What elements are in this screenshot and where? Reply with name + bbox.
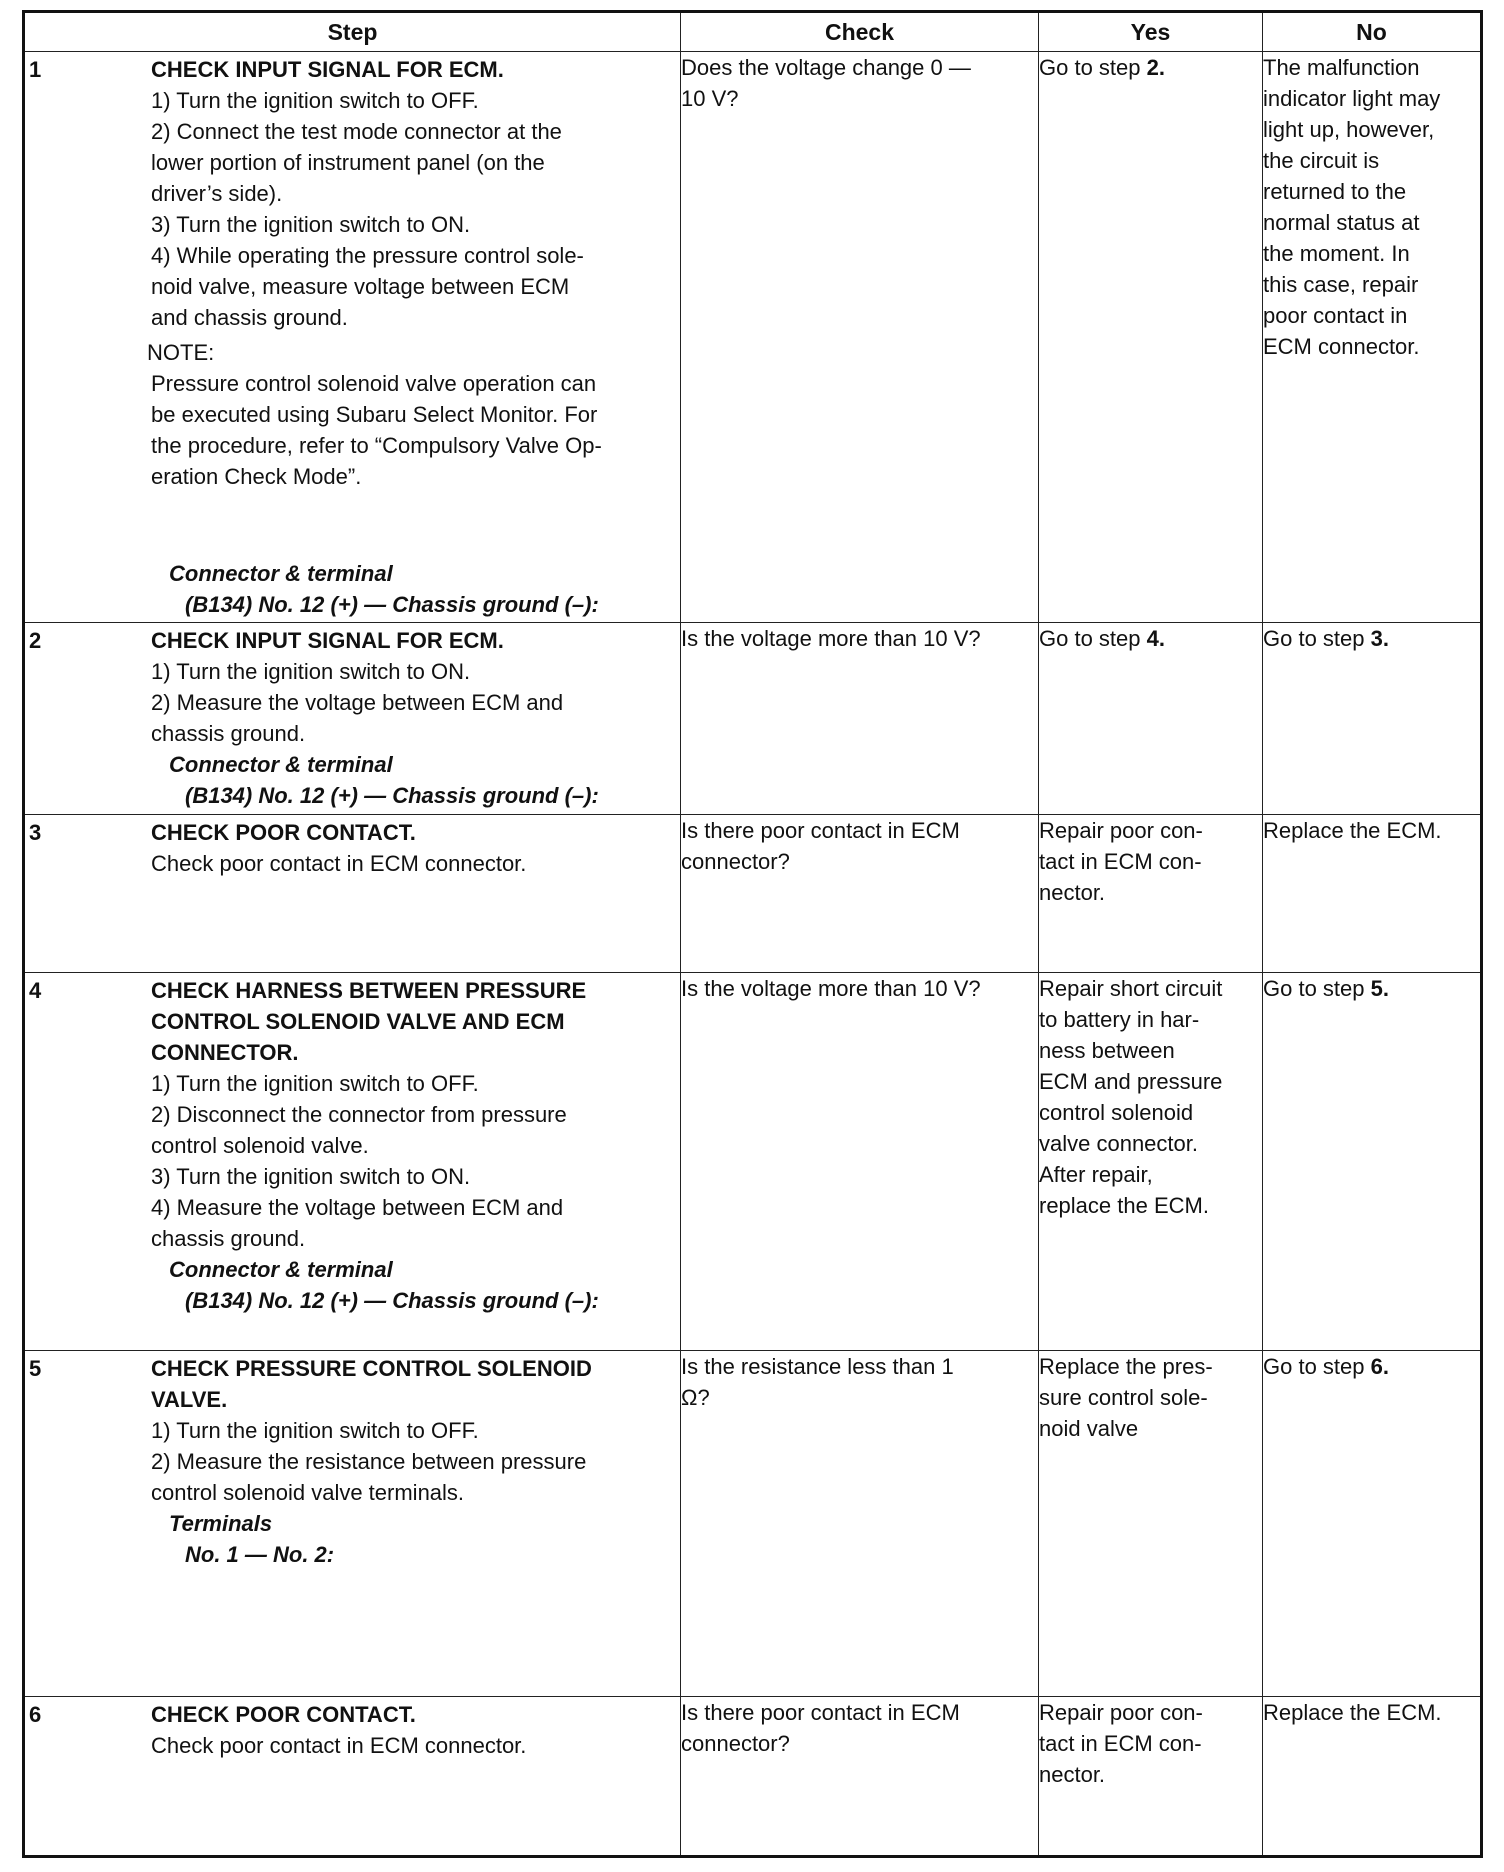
step-instruction: 3) Turn the ignition switch to ON.	[151, 1164, 471, 1189]
yes-cell	[1039, 52, 1263, 623]
step-title: CHECK PRESSURE CONTROL SOLENOID	[151, 1356, 592, 1381]
yes-text: Replace the pres-	[1039, 1354, 1213, 1379]
no-cell	[1263, 52, 1482, 623]
step-cell	[24, 623, 681, 815]
yes-text: nector.	[1039, 1762, 1106, 1787]
step-number: 3	[29, 820, 42, 845]
yes-text: tact in ECM con-	[1039, 1731, 1202, 1756]
yes-text: control solenoid	[1039, 1100, 1194, 1125]
connector-terminal: (B134) No. 12 (+) — Chassis ground (–):	[185, 592, 599, 617]
no-step-ref: 3.	[1370, 626, 1389, 651]
connector-terminal: (B134) No. 12 (+) — Chassis ground (–):	[185, 1288, 599, 1313]
step-instruction: 1) Turn the ignition switch to ON.	[151, 659, 471, 684]
yes-step-ref: 2.	[1146, 55, 1165, 80]
step-number: 2	[29, 628, 42, 653]
check-text: Ω?	[681, 1385, 710, 1410]
yes-text: Repair poor con-	[1039, 1700, 1203, 1725]
yes-text: tact in ECM con-	[1039, 849, 1202, 874]
yes-cell	[1039, 1351, 1263, 1697]
step-title: CHECK INPUT SIGNAL FOR ECM.	[151, 628, 504, 653]
step-cell	[24, 1351, 681, 1697]
no-text: returned to the	[1263, 179, 1407, 204]
note-text: the procedure, refer to “Compulsory Valve Op-	[151, 433, 602, 458]
yes-text: sure control sole-	[1039, 1385, 1208, 1410]
note-text: eration Check Mode”.	[151, 464, 362, 489]
connector-heading: Connector & terminal	[169, 1257, 393, 1282]
step-cell	[24, 1697, 681, 1857]
no-text: ECM connector.	[1263, 334, 1420, 359]
yes-text: noid valve	[1039, 1416, 1139, 1441]
no-text: Replace the ECM.	[1263, 1700, 1442, 1725]
step-title: CONNECTOR.	[151, 1040, 299, 1065]
yes-text: Go to step	[1039, 626, 1147, 651]
diagnostic-procedure-document	[22, 10, 1480, 1858]
terminals-value: No. 1 — No. 2:	[185, 1542, 335, 1567]
step-instruction: 2) Measure the voltage between ECM and	[151, 690, 564, 715]
step-instruction: 2) Measure the resistance between pressure	[151, 1449, 587, 1474]
check-cell	[681, 815, 1039, 973]
step-title: CHECK HARNESS BETWEEN PRESSURE	[151, 978, 587, 1003]
yes-cell	[1039, 815, 1263, 973]
note-text: Pressure control solenoid valve operation can	[151, 371, 597, 396]
step-cell	[24, 815, 681, 973]
table-row	[24, 1351, 1482, 1697]
step-instruction: 2) Disconnect the connector from pressure	[151, 1102, 567, 1127]
yes-text: to battery in har-	[1039, 1007, 1200, 1032]
no-cell	[1263, 623, 1482, 815]
no-text: Go to step	[1263, 976, 1371, 1001]
no-text: the circuit is	[1263, 148, 1380, 173]
step-instruction: and chassis ground.	[151, 305, 348, 330]
table-row	[24, 815, 1482, 973]
step-instruction: control solenoid valve.	[151, 1133, 369, 1158]
header-check: Check	[681, 12, 1039, 52]
step-number: 6	[29, 1702, 42, 1727]
no-text: poor contact in	[1263, 303, 1408, 328]
yes-cell	[1039, 1697, 1263, 1857]
check-text: Is the resistance less than 1	[681, 1354, 954, 1379]
step-instruction: lower portion of instrument panel (on the	[151, 150, 545, 175]
table-row	[24, 623, 1482, 815]
yes-text: replace the ECM.	[1039, 1193, 1209, 1218]
table-row	[24, 973, 1482, 1351]
note-label: NOTE:	[147, 340, 215, 365]
yes-text: Go to step	[1039, 55, 1147, 80]
step-instruction: 4) While operating the pressure control sole-	[151, 243, 584, 268]
yes-cell	[1039, 973, 1263, 1351]
no-cell	[1263, 815, 1482, 973]
step-instruction: noid valve, measure voltage between ECM	[151, 274, 570, 299]
connector-heading: Connector & terminal	[169, 752, 393, 777]
step-title: CHECK POOR CONTACT.	[151, 1702, 416, 1727]
yes-text: Repair poor con-	[1039, 818, 1203, 843]
header-row	[24, 12, 1482, 52]
step-title: CHECK INPUT SIGNAL FOR ECM.	[151, 57, 504, 82]
step-title: CONTROL SOLENOID VALVE AND ECM	[151, 1009, 565, 1034]
step-number: 4	[29, 978, 42, 1003]
check-text: connector?	[681, 1731, 790, 1756]
no-step-ref: 6.	[1370, 1354, 1389, 1379]
step-instruction: 1) Turn the ignition switch to OFF.	[151, 1418, 479, 1443]
yes-text: valve connector.	[1039, 1131, 1198, 1156]
no-text: normal status at	[1263, 210, 1420, 235]
step-instruction: 2) Connect the test mode connector at the	[151, 119, 562, 144]
check-text: 10 V?	[681, 86, 739, 111]
step-title: VALVE.	[151, 1387, 228, 1412]
step-instruction: control solenoid valve terminals.	[151, 1480, 465, 1505]
terminals-heading: Terminals	[169, 1511, 273, 1536]
no-text: light up, however,	[1263, 117, 1435, 142]
step-instruction: 3) Turn the ignition switch to ON.	[151, 212, 471, 237]
step-cell	[24, 973, 681, 1351]
header-yes: Yes	[1039, 12, 1263, 52]
step-instruction: chassis ground.	[151, 1226, 306, 1251]
header-no: No	[1263, 12, 1482, 52]
no-step-ref: 5.	[1370, 976, 1389, 1001]
yes-text: ECM and pressure	[1039, 1069, 1223, 1094]
yes-text: After repair,	[1039, 1162, 1153, 1187]
table-row	[24, 52, 1482, 623]
header-step: Step	[24, 12, 681, 52]
connector-heading: Connector & terminal	[169, 561, 393, 586]
check-text: Does the voltage change 0 —	[681, 55, 971, 80]
check-cell	[681, 1697, 1039, 1857]
note-text: be executed using Subaru Select Monitor. For	[151, 402, 598, 427]
connector-terminal: (B134) No. 12 (+) — Chassis ground (–):	[185, 783, 599, 808]
no-cell	[1263, 1351, 1482, 1697]
yes-text: Repair short circuit	[1039, 976, 1223, 1001]
no-text: the moment. In	[1263, 241, 1410, 266]
diagnostic-table	[22, 10, 1483, 1858]
check-text: connector?	[681, 849, 790, 874]
no-cell	[1263, 1697, 1482, 1857]
no-text: The malfunction	[1263, 55, 1420, 80]
check-text: Is the voltage more than 10 V?	[681, 626, 981, 651]
yes-cell	[1039, 623, 1263, 815]
table-row	[24, 1697, 1482, 1857]
check-cell	[681, 1351, 1039, 1697]
no-text: Replace the ECM.	[1263, 818, 1442, 843]
step-instruction: Check poor contact in ECM connector.	[151, 1733, 527, 1758]
step-instruction: chassis ground.	[151, 721, 306, 746]
no-text: Go to step	[1263, 626, 1371, 651]
no-text: Go to step	[1263, 1354, 1371, 1379]
step-number: 1	[29, 57, 42, 82]
check-cell	[681, 973, 1039, 1351]
step-number: 5	[29, 1356, 42, 1381]
yes-text: nector.	[1039, 880, 1106, 905]
check-text: Is there poor contact in ECM	[681, 818, 960, 843]
no-text: this case, repair	[1263, 272, 1419, 297]
no-text: indicator light may	[1263, 86, 1441, 111]
check-text: Is the voltage more than 10 V?	[681, 976, 981, 1001]
step-title: CHECK POOR CONTACT.	[151, 820, 416, 845]
step-instruction: Check poor contact in ECM connector.	[151, 851, 527, 876]
no-cell	[1263, 973, 1482, 1351]
check-text: Is there poor contact in ECM	[681, 1700, 960, 1725]
step-cell	[24, 52, 681, 623]
yes-step-ref: 4.	[1146, 626, 1165, 651]
check-cell	[681, 623, 1039, 815]
step-instruction: 4) Measure the voltage between ECM and	[151, 1195, 564, 1220]
yes-text: ness between	[1039, 1038, 1175, 1063]
step-instruction: driver’s side).	[151, 181, 283, 206]
step-instruction: 1) Turn the ignition switch to OFF.	[151, 88, 479, 113]
check-cell	[681, 52, 1039, 623]
step-instruction: 1) Turn the ignition switch to OFF.	[151, 1071, 479, 1096]
